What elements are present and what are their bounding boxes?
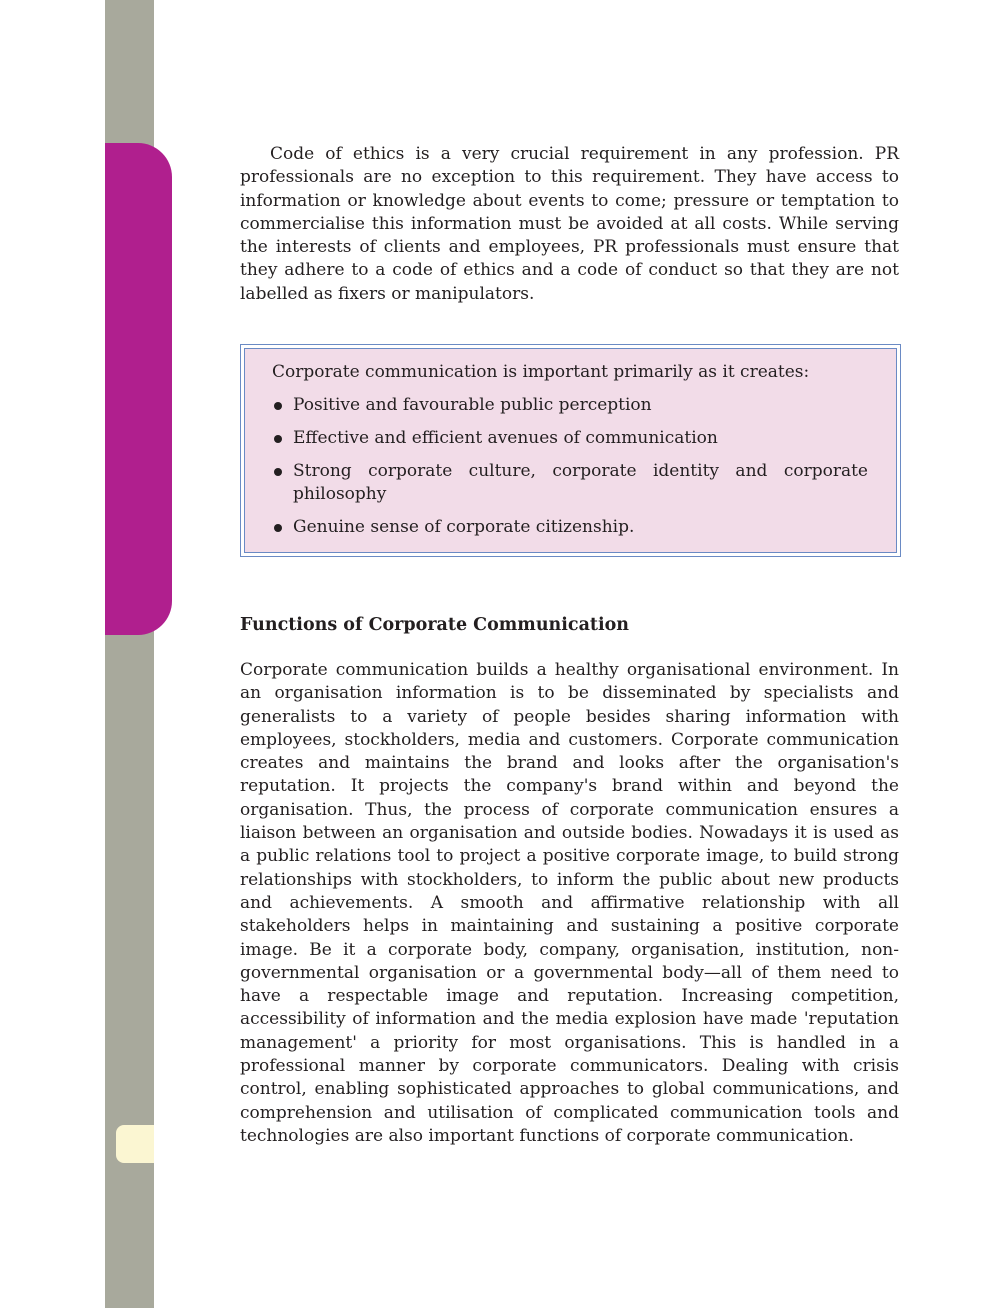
chapter-tab (105, 143, 172, 635)
callout-title: Corporate communication is important primarily as it creates: (272, 362, 810, 382)
bullet-icon (274, 402, 282, 410)
bullet-icon (274, 524, 282, 532)
section-heading: Functions of Corporate Communication (240, 615, 630, 635)
bullet-icon (274, 468, 282, 476)
page-number-tab (116, 1125, 154, 1163)
callout-inner (244, 348, 897, 553)
list-item-text: Effective and efficient avenues of communication (293, 428, 718, 448)
intro-paragraph: Code of ethics is a very crucial requirement in any profession. PR professionals are no exception to this requirement. They have access to information or knowledge about events to come; pressure or temptation to commercialise this information must be avoided at all costs. While serving the interests of clients and employees, PR professionals must ensure that they adhere to a code of ethics and a code of conduct so that they are not labelled as fixers or manipulators. (240, 144, 899, 304)
callout-box (240, 344, 901, 557)
list-item-text: Strong corporate culture, corporate identity and corporate philosophy (293, 461, 868, 504)
list-item (272, 427, 868, 450)
list-item-text: Genuine sense of corporate citizenship. (293, 517, 635, 537)
list-item (272, 516, 868, 539)
callout-list (272, 394, 868, 539)
bullet-icon (274, 435, 282, 443)
list-item (272, 460, 868, 506)
list-item-text: Positive and favourable public perception (293, 395, 652, 415)
list-item (272, 394, 868, 417)
body-paragraph: Corporate communication builds a healthy organisational environment. In an organisation information is to be disseminated by specialists and generalists to a variety of people besides sharing information with employees, stockholders, media and customers. Corporate communication creates and maintains the brand and looks after the organisation's reputation. It projects the company's brand within and beyond the organisation. Thus, the process of corporate communication ensures a liaison between an organisation and outside bodies. Nowadays it is used as a public relations tool to project a positive corporate image, to build strong relationships with stockholders, to inform the public about new products and achievements. A smooth and affirmative relationship with all stakeholders helps in maintaining and sustaining a positive corporate image. Be it a corporate body, company, organisation, institution, non-governmental organisation or a governmental body—all of them need to have a respectable image and reputation. Increasing competition, accessibility of information and the media explosion have made 'reputation management' a priority for most organisations. This is handled in a professional manner by corporate communicators. Dealing with crisis control, enabling sophisticated approaches to global communications, and comprehension and utilisation of complicated communication tools and technologies are also important functions of corporate communication. (240, 660, 899, 1146)
